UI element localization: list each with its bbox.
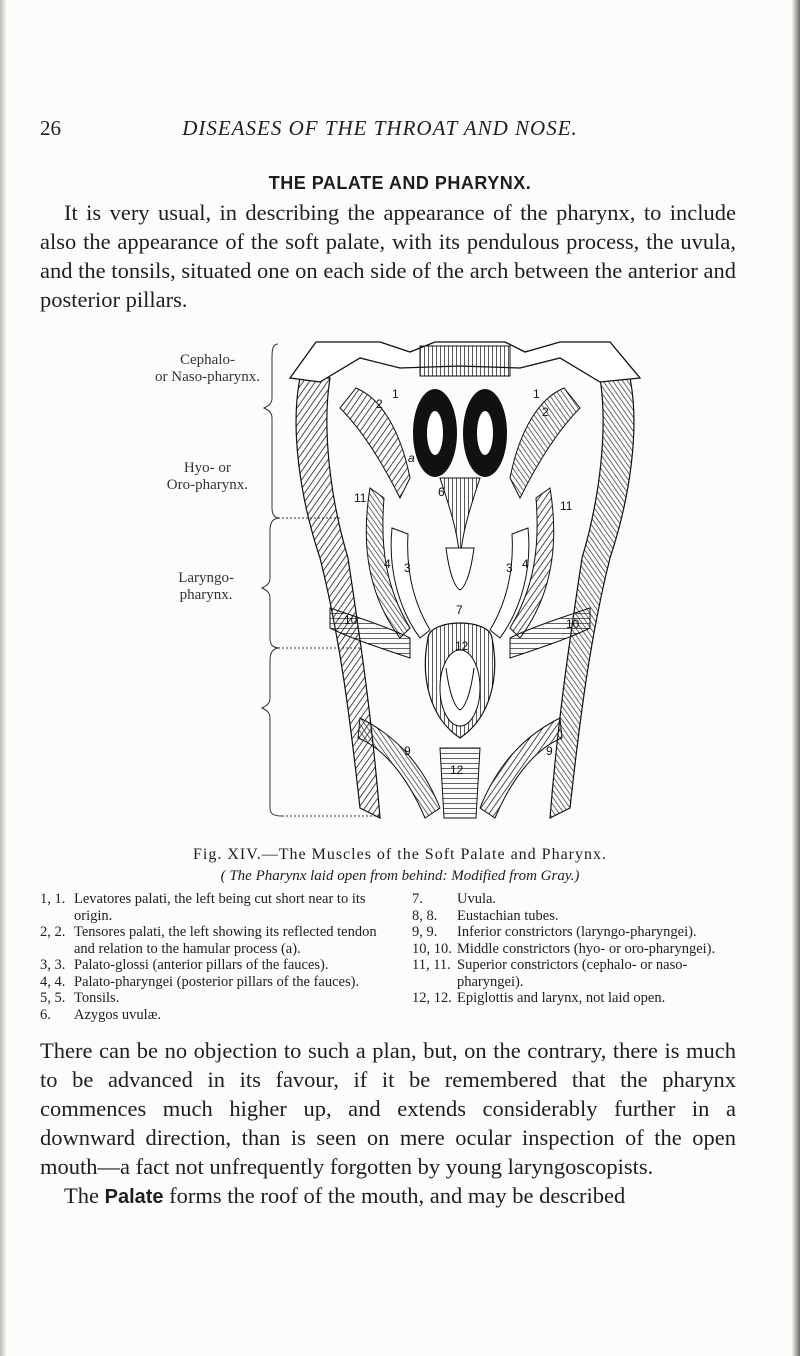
page-number: 26 [40,116,61,140]
running-title: DISEASES OF THE THROAT AND NOSE. [182,116,578,140]
closing-last-rest: forms the roof of the mouth, and may be described [169,1183,626,1208]
region-label-oropharynx [167,460,248,494]
legend-text: Levatores palati, the left being cut short near to its origin. [74,891,366,924]
region-label-line: Hyo- or [183,460,231,476]
legend-text: Superior constrictors (cephalo- or naso-pharyngei). [457,957,688,990]
legend-number: 4, 4. [40,973,66,990]
legend-item [412,908,742,925]
legend-item [412,990,742,1007]
marker-4-left: 4 [384,557,391,571]
legend-text: Tensores palati, the left showing its reflected tendon and relation to the hamular process (a). [74,924,377,957]
legend-number: 11, 11. [412,957,451,973]
legend-number: 12, 12. [412,990,452,1006]
legend-text: Eustachian tubes. [457,907,559,924]
page-edge-left [0,0,6,1356]
marker-12-lower: 12 [450,763,464,777]
region-label-nasopharynx [155,352,260,386]
legend-item [40,974,380,991]
legend-item [40,891,380,924]
region-label-line: Cephalo- [180,352,235,368]
closing-text: There can be no objection to such a plan, but, on the contrary, there is much to be advanced in its favour, if it be remembered that the pharynx commences much higher up, and extends considerably further in a downward direction, than is seen on mere ocular inspection of the open mouth—a fact not unfrequently forgotten by young laryngoscopists. [40,1038,736,1179]
legend-item [412,891,742,908]
legend-number: 7. [412,891,423,907]
legend-item [412,924,742,941]
legend-item [412,957,742,990]
legend-item [40,924,380,957]
region-label-line: or Naso-pharynx. [155,369,260,385]
legend-number: 6. [40,1006,51,1023]
marker-2-left: 2 [376,397,383,411]
legend-text: Epiglottis and larynx, not laid open. [457,990,666,1006]
legend-text: Palato-pharyngei (posterior pillars of the fauces). [74,973,360,990]
marker-12-upper: 12 [455,639,469,653]
legend-text: Azygos uvulæ. [74,1006,161,1023]
marker-11-left: 11 [354,491,367,505]
legend-text: Palato-glossi (anterior pillars of the fauces). [74,957,329,973]
intro-text: It is very usual, in describing the appearance of the pharynx, to include also the appearance of the soft palate, with its pendulous process, the uvula, and the tonsils, situated one on each side of the arch between the anterior and posterior pillars. [40,200,736,312]
pharynx-muscles-illustration [260,338,660,842]
marker-10-left: 10 [344,613,358,627]
marker-1-right: 1 [533,387,540,401]
figure-subcaption: ( The Pharynx laid open from behind: Modified from Gray.) [220,868,580,884]
marker-9-left: 9 [404,744,411,758]
region-label-laryngopharynx [178,570,234,604]
marker-6: 6 [438,485,445,499]
legend-item [40,990,380,1007]
figure-caption: Fig. XIV.—The Muscles of the Soft Palate and Pharynx. [193,846,607,863]
marker-2-right: 2 [542,405,549,419]
skull-base [290,342,640,382]
legend-item [412,941,742,958]
legend-number: 10, 10. [412,940,452,957]
legend-text: Tonsils. [74,990,120,1006]
legend-number: 5, 5. [40,990,66,1006]
marker-3-right: 3 [506,561,513,575]
legend-number: 8, 8. [412,907,438,924]
marker-9-right: 9 [546,744,553,758]
palate-term: Palate [104,1186,164,1208]
region-label-line: Oro-pharynx. [166,477,248,493]
legend-number: 2, 2. [40,924,66,940]
marker-3-left: 3 [404,561,411,575]
region-label-line: Laryngo- [178,570,234,586]
marker-11-right: 11 [560,499,573,513]
figure-legend-right [412,891,742,1007]
legend-item [40,1007,380,1024]
marker-4-right: 4 [522,557,529,571]
legend-number: 1, 1. [40,891,66,907]
legend-number: 3, 3. [40,957,66,973]
legend-text: Uvula. [457,891,497,907]
marker-1-left: 1 [392,387,399,401]
legend-text: Inferior constrictors (laryngo-pharyngei). [457,924,697,940]
legend-item [40,957,380,974]
intro-paragraph [40,198,736,314]
legend-number: 9, 9. [412,924,438,940]
page-edge-right [792,0,800,1356]
running-header [40,116,720,146]
marker-7: 7 [456,603,463,617]
section-title: THE PALATE AND PHARYNX. [268,173,532,193]
closing-last-start: The [64,1183,99,1208]
region-label-line: pharynx. [179,587,233,603]
legend-text: Middle constrictors (hyo- or oro-pharyngei). [457,940,716,957]
figure-legend-left [40,891,380,1023]
closing-paragraph [40,1036,736,1212]
marker-10-right: 10 [566,617,580,631]
marker-a: a [408,451,415,465]
